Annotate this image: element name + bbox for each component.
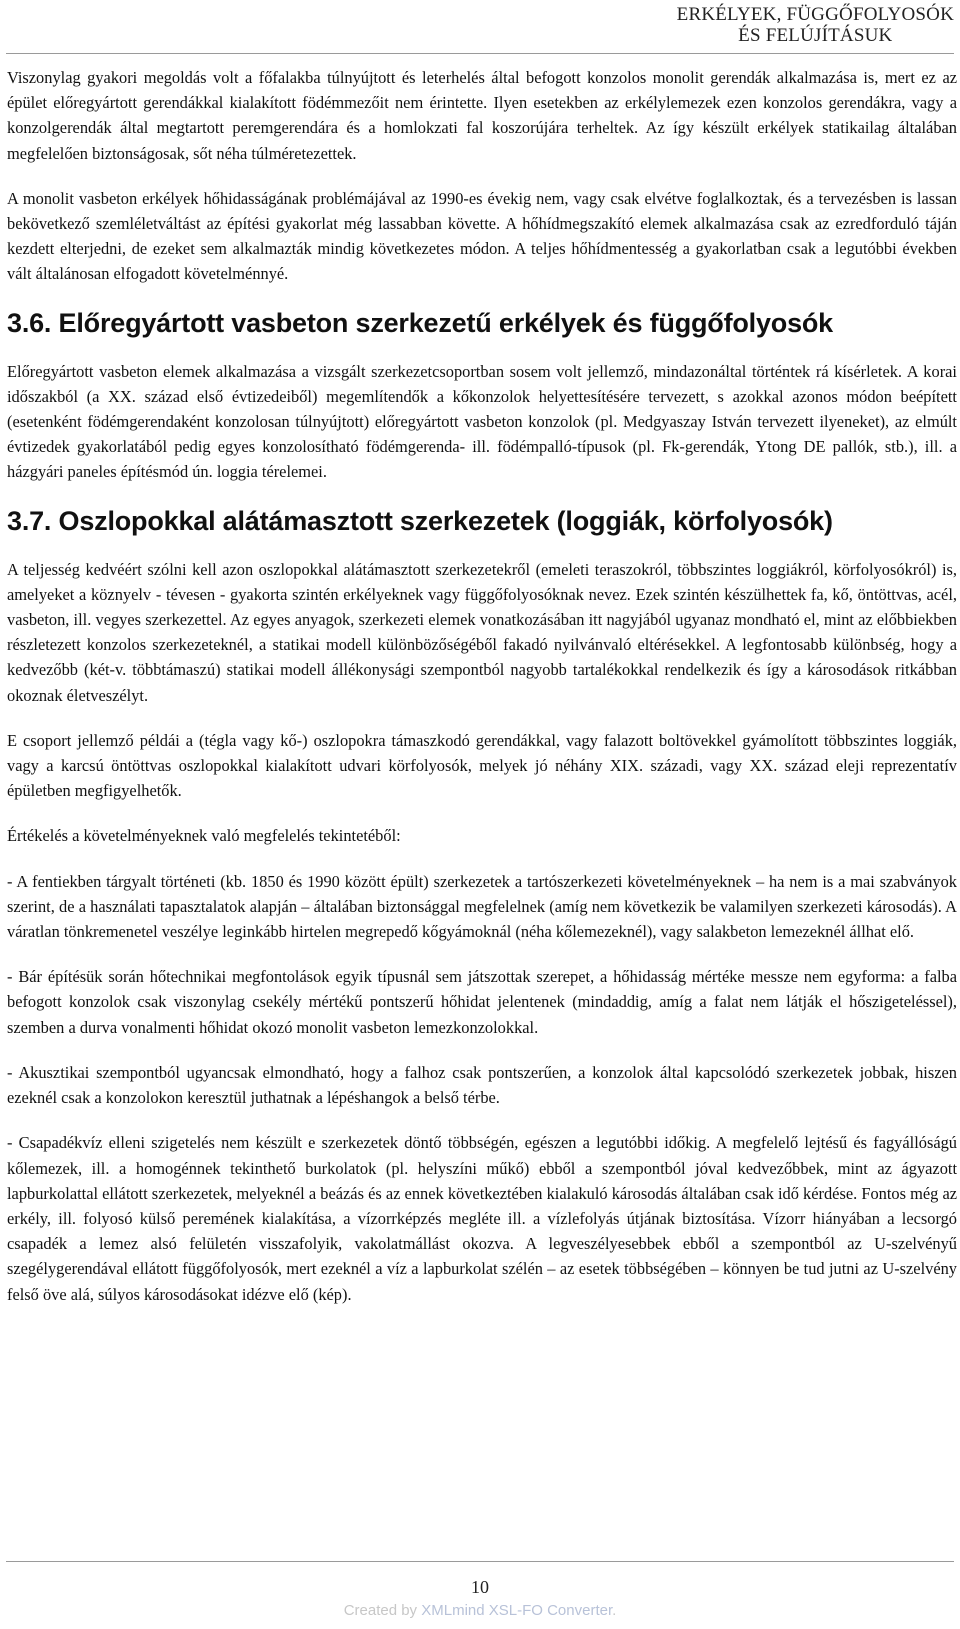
body-paragraph: E csoport jellemző példái a (tégla vagy kő-) oszlopokra támaszkodó gerendákkal, vagy falazott boltövekkel gyámolított többszintes loggiák, vagy a karcsú öntöttvas oszlopokkal kialakított udvari körfolyosók, melyek jó néhány XIX. századi, vagy XX. század eleji reprezentatív épületben megfigyelhetők. <box>7 730 957 801</box>
block-spacer <box>7 708 957 728</box>
block-spacer <box>7 803 957 823</box>
body-paragraph: - Bár építésük során hőtechnikai megfontolások egyik típusnál sem játszottak szerepet, a hőhidasság mértéke messze nem egyforma: a falba befogott konzolok csak viszonylag csekély mértékű pontszerű hőhidat jelentenek (mindaddig, amíg a falat nem látják el hőszigeteléssel), szemben a durva vonalmenti hőhidat okozó monolit vasbeton lemezkonzolokkal. <box>7 967 957 1037</box>
running-header-line-2: ÉS FELÚJÍTÁSUK <box>738 25 893 46</box>
body-paragraph: A monolit vasbeton erkélyek hőhidasságának problémájával az 1990-es évekig nem, vagy csak elvétve foglalkoztak, és a tervezésben is lassan bekövetkező szemléletváltást az építési gyakorlat még lassabban követte. A hőhídmegszakító elemek alkalmazása csak az ezredforduló táján kezdett elterjedni, de ezeket sem alkalmazták mindig következetes módon. A teljes hőhídmentesség a gyakorlatban csak a legutóbbi években vált általánosan elfogadott követelménnyé. <box>7 188 957 284</box>
watermark-brand: XMLmind XSL-FO Converter <box>421 1602 613 1619</box>
header-divider <box>6 53 954 54</box>
block-spacer <box>7 944 957 964</box>
document-body <box>7 65 957 1307</box>
block-spacer <box>7 339 957 359</box>
block-spacer <box>7 1040 957 1060</box>
body-paragraph: Előregyártott vasbeton elemek alkalmazása a vizsgált szerkezetcsoportban sosem volt jellemző, mindazonáltal történtek rá kísérletek. A korai időszakból (a XX. század első évtizedeiből) megemlítendők a kőkonzolok helyettesítésére tervezett, s azokkal azonos módon beépített (esetenként födémgerendaként konzolosan túlnyújtott) előregyártott vasbeton konzolok (pl. Medgyaszay István tervezett ilyeneket), az elmúlt évtizedek gyakorlatából pedig egyes konzolosítható födémgerenda- ill. födémpalló-típusok (pl. Fk-gerendák, Ytong DE pallók, stb.), ill. a házgyári paneles építésmód ún. loggia térelemei. <box>7 361 957 482</box>
block-spacer <box>7 1110 957 1130</box>
body-paragraph: Viszonylag gyakori megoldás volt a főfalakba túlnyújtott és leterhelés által befogott konzolos monolit gerendák alkalmazása is, mert ez az épület előregyártott gerendákkal kialakított födémmezőit nem érintette. Ilyen esetekben az erkélylemezek ezen konzolos gerendákra, vagy a konzolgerendák által megtartott peremgerendára és a homlokzati fal koszorújára terheltek. Az így készült erkélyek statikailag általában megfelelően biztonságosak, sőt néha túlméretezettek. <box>7 68 957 163</box>
section-heading: 3.7. Oszlopokkal alátámasztott szerkezetek (loggiák, körfolyosók) <box>7 505 833 536</box>
block-spacer <box>7 166 957 186</box>
watermark-suffix: . <box>612 1602 617 1619</box>
watermark-prefix: Created by <box>343 1602 422 1619</box>
footer-divider <box>6 1561 954 1562</box>
block-spacer <box>7 485 957 505</box>
running-header-line-1: ERKÉLYEK, FÜGGŐFOLYOSÓK <box>676 4 954 25</box>
body-paragraph: - Akusztikai szempontból ugyancsak elmondható, hogy a falhoz csak pontszerűen, a konzolok által kapcsolódó szerkezetek jobbak, hiszen ezeknél csak a konzolokon keresztül juthatnak a lépéshangok a belső térbe. <box>7 1062 957 1108</box>
body-paragraph: - A fentiekben tárgyalt történeti (kb. 1850 és 1990 között épült) szerkezetek a tartószerkezeti követelményeknek – ha nem is a mai szabványok szerint, de a használati tapasztalatok alapján – általában biztonsággal megfelelnek (amíg nem következik be valamilyen szerkezeti károsodás). A váratlan tönkremenetel veszélye leginkább hirtelen megrepedő kőgyámoknál (néha kőlemezeknél), vagy salakbeton lemezeknél állhat elő. <box>7 871 957 942</box>
block-spacer <box>7 537 957 557</box>
block-spacer <box>7 849 957 869</box>
body-paragraph: A teljesség kedvéért szólni kell azon oszlopokkal alátámasztott szerkezetekről (emeleti teraszokról, többszintes loggiákról, körfolyosókról) is, amelyeket a köznyelv - tévesen - gyakorta szintén erkélyeknek vagy függőfolyosóknak nevez. Ezek szintén készülhettek fa, kő, öntöttvas, acél, vasbeton, ill. vegyes szerkezettel. Az egyes anyagok, szerkezeti elemek vonatkozásában itt nagyjából ugyanaz mondható el, mint az előbbiekben részletezett konzolos szerkezeteknél, a statikai modell különbözőségéből fakadó nyilvánvaló eltérésekkel. A legfontosabb különbség, hogy a kedvezőbb (két-v. többtámaszú) statikai modell állékonysági szempontból nagyobb tartalékokkal rendelkezik és így a károsodások ritkábban okoznak életveszélyt. <box>7 559 957 705</box>
block-spacer <box>7 287 957 307</box>
page-number: 10 <box>471 1577 489 1597</box>
running-header <box>677 4 954 46</box>
converter-watermark <box>0 1602 960 1620</box>
body-paragraph: Értékelés a követelményeknek való megfelelés tekintetéből: <box>7 826 401 846</box>
section-heading: 3.6. Előregyártott vasbeton szerkezetű erkélyek és függőfolyosók <box>7 307 833 338</box>
body-paragraph: - Csapadékvíz elleni szigetelés nem készült e szerkezetek döntő többségén, egészen a legutóbbi időkig. A megfelelő lejtésű és fagyállóságú kőlemezek, ill. a homogénnek tekinthető burkolatok (pl. helyszíni műkő) ebből a szempontból jóval kedvezőbbek, mint az ágyazott lapburkolattal ellátott szerkezetek, melyeknél a beázás és az ennek következtében kialakuló károsodás általában csak idő kérdése. Fontos még az erkély, ill. folyosó külső peremének kialakítása, a vízorrképzés megléte ill. a vízlefolyás útjának biztosítása. Vízorr hiányában a lecsorgó csapadék a lemez alsó felületén visszafolyik, vakolatmállást okozva. A legveszélyesebbek ebből a szempontból az U-szelvényű szegélygerendával ellátott függőfolyosók, mert ezeknél a víz a lapburkolat szélén – az esetek többségében – könnyen be tud jutni az U-szelvény felső öve alá, súlyos károsodásokat idézve elő (kép). <box>7 1133 957 1304</box>
